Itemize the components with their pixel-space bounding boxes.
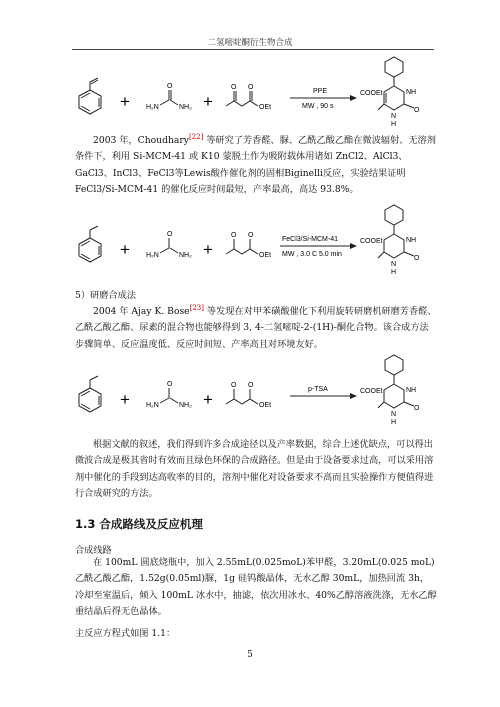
svg-text:OEt: OEt [259, 252, 272, 259]
svg-text:N: N [391, 113, 397, 120]
acetoacetate-structure [226, 84, 271, 111]
plus-sign: + [203, 390, 213, 409]
svg-text:MW , 90 s: MW , 90 s [302, 103, 334, 110]
svg-text:O: O [231, 232, 237, 239]
svg-text:COOEt: COOEt [360, 388, 383, 395]
reaction-arrow [290, 386, 357, 399]
svg-text:FeCl3/Si-MCM-41: FeCl3/Si-MCM-41 [282, 236, 339, 243]
plus-sign: + [120, 390, 130, 409]
svg-text:O: O [248, 232, 254, 239]
svg-text:O: O [167, 231, 173, 238]
paragraph-summary: 根据文献的叙述，我们得到许多合成途径以及产率数据，综合上述优缺点，可以得出微波合成是极其省时有效而且绿色环保的合成路径。但是由于设备要求过高，可以采用溶剂中催化的手段到达高收率的目的，溶剂中催化对设备要求不高而且实验操作方便值得进行合成研究的方法。 [75, 439, 434, 500]
urea-structure [146, 83, 192, 111]
benzaldehyde-structure [79, 78, 101, 114]
svg-text:O: O [248, 84, 254, 91]
svg-text:NH: NH [406, 237, 417, 244]
svg-text:H₂N: H₂N [146, 104, 159, 111]
plus-sign: + [120, 240, 130, 259]
svg-text:COOEt: COOEt [360, 90, 383, 97]
svg-text:O: O [248, 382, 254, 389]
citation-22: [22] [188, 133, 204, 141]
route-label: 合成线路 [75, 545, 112, 556]
svg-text:NH: NH [406, 387, 417, 394]
page-number: 5 [247, 650, 253, 660]
header-rule [72, 49, 434, 50]
svg-text:O: O [414, 255, 420, 262]
paragraph-bose: 2004 年 Ajay K. Bose[23] 等发现在对甲苯磺酸催化下利用旋转研磨机研磨芳香醛、乙酰乙酸乙酯、尿素的混合物也能够得到 3, 4-二氢嘧啶-2-(1H)-酮化合物。该合成方法步骤简单、反应温度低、反应时间短、产率高且对环境友好。 [75, 304, 437, 350]
running-header: 二氢嘧啶酮衍生物合成 [207, 38, 293, 48]
svg-text:O: O [231, 382, 237, 389]
section-heading-1-3: 1.3 合成路线及反应机理 [75, 517, 203, 531]
svg-text:H: H [391, 419, 397, 426]
svg-text:H₂N: H₂N [146, 402, 159, 409]
svg-text:O: O [167, 381, 173, 388]
reaction-arrow [280, 236, 357, 258]
svg-text:O: O [167, 83, 173, 90]
section-grinding-method: 5）研磨合成法 [75, 290, 136, 301]
svg-text:COOEt: COOEt [360, 238, 383, 245]
reaction-scheme-1 [68, 60, 438, 138]
svg-text:OEt: OEt [259, 402, 272, 409]
svg-text:PPE: PPE [313, 88, 328, 95]
svg-text:NH₂: NH₂ [179, 104, 192, 111]
citation-23: [23] [189, 304, 204, 312]
svg-text:OEt: OEt [259, 104, 272, 111]
svg-text:H: H [391, 121, 397, 128]
dihydropyrimidinone-product [360, 57, 420, 128]
svg-text:H: H [391, 269, 397, 276]
svg-text:N: N [391, 411, 397, 418]
svg-text:p-TSA: p-TSA [308, 386, 328, 393]
reaction-arrow [290, 88, 357, 110]
reaction-scheme-3 [68, 358, 438, 434]
svg-text:NH: NH [406, 89, 417, 96]
svg-text:NH₂: NH₂ [179, 252, 192, 259]
paragraph-choudhary: 2003 年，Choudhary[22] 等研究了芳香醛、脲、乙酰乙酸乙酯在微波辐射、无溶剂条件下，利用 Si-MCM-41 或 K10 蒙脱土作为吸附载体用诸如 ZnCl2、AlCl3、GaCl3、InCl3、FeCl3等Lewis酸作催化剂的固相Biginelli反应，实验结果证明 FeCl3/Si-MCM-41 的催化反应时间最短，产率最高，高达 93.8%。 [75, 133, 436, 196]
plus-sign: + [120, 92, 130, 111]
plus-sign: + [203, 92, 213, 111]
reaction-scheme-2 [68, 208, 438, 284]
paragraph-procedure: 在 100mL 圆底烧瓶中，加入 2.55mL(0.025moL)苯甲醛，3.20mL(0.025 moL)乙酰乙酸乙酯，1.52g(0.05ml)脲，1g 硅钨酸晶体，无水乙醇 30mL，加热回流 3h，冷却至室温后，倾入 100mL 冰水中，抽滤，依次用冰水、40%乙醇溶液洗涤，无水乙醇重结晶后得无色晶体。 [75, 557, 437, 618]
svg-text:MW , 3.0 C 5.0 min: MW , 3.0 C 5.0 min [282, 251, 342, 258]
svg-text:O: O [231, 84, 237, 91]
svg-text:O: O [414, 107, 420, 114]
svg-text:N: N [391, 261, 397, 268]
main-equation-caption: 主反应方程式如图 1.1： [75, 628, 176, 639]
svg-text:O: O [414, 405, 420, 412]
svg-text:H₂N: H₂N [146, 252, 159, 259]
svg-text:NH₂: NH₂ [179, 402, 192, 409]
plus-sign: + [203, 240, 213, 259]
